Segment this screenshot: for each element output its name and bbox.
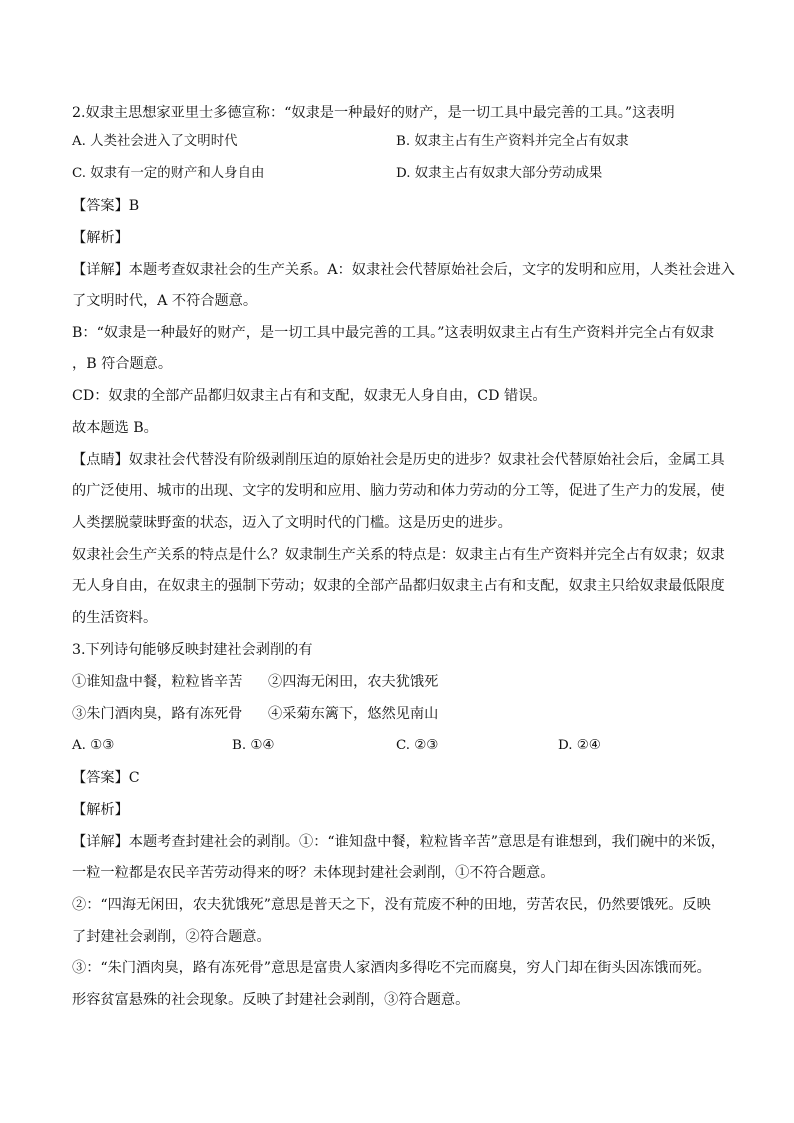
q3-option-a: A. ①③ — [72, 738, 115, 753]
q2-detail-line: 故本题选 B。 — [72, 420, 158, 436]
q3-poem-2: ②四海无闲田，农夫犹饿死 — [268, 674, 439, 690]
q3-option-b: B. ①④ — [232, 738, 275, 753]
q2-comment-line: 【点睛】奴隶社会代替没有阶级剥削压迫的原始社会是历史的进步？奴隶社会代替原始社会后，金属工具 — [72, 452, 725, 468]
q3-detail-line: 【详解】本题考查封建社会的剥削。①：“谁知盘中餐，粒粒皆辛苦”意思是有谁想到，我们碗中的米饭， — [72, 834, 725, 850]
q2-comment-line: 奴隶社会生产关系的特点是什么？奴隶制生产关系的特点是：奴隶主占有生产资料并完全占有奴隶；奴隶 — [72, 547, 725, 563]
q3-analysis-label: 【解析】 — [72, 802, 129, 818]
q3-detail-line: 了封建社会剥削，②符合题意。 — [72, 929, 271, 945]
q2-option-b: B. 奴隶主占有生产资料并完全占有奴隶 — [396, 134, 629, 149]
q2-comment-line: 的生活资料。 — [72, 610, 158, 626]
q2-comment-line: 无人身自由，在奴隶主的强制下劳动；奴隶的全部产品都归奴隶主占有和支配，奴隶主只给奴隶最低限度 — [72, 578, 725, 594]
q3-detail-line: ②：“四海无闲田，农夫犹饿死”意思是普天之下，没有荒废不种的田地，劳苦农民，仍然要饿死。反映 — [72, 897, 711, 913]
q2-stem: 2.奴隶主思想家亚里士多德宣称：“奴隶是一种最好的财产，是一切工具中最完善的工具。”这表明 — [72, 105, 675, 121]
q2-detail-line: B：“奴隶是一种最好的财产，是一切工具中最完善的工具。”这表明奴隶主占有生产资料并完全占有奴隶 — [72, 325, 715, 341]
q2-comment-line: 的广泛使用、城市的出现、文字的发明和应用、脑力劳动和体力劳动的分工等，促进了生产力的发展，使 — [72, 483, 725, 499]
q3-detail-line: 一粒一粒都是农民辛苦劳动得来的呀？未体现封建社会剥削，①不符合题意。 — [72, 865, 555, 881]
q3-answer: 【答案】C — [72, 770, 140, 786]
q2-answer: 【答案】B — [72, 198, 140, 214]
q3-option-d: D. ②④ — [558, 738, 601, 753]
q3-poem-1: ①谁知盘中餐，粒粒皆辛苦 — [72, 674, 243, 690]
q2-option-d: D. 奴隶主占有奴隶大部分劳动成果 — [396, 166, 603, 181]
q3-poem-3: ③朱门酒肉臭，路有冻死骨 — [72, 706, 243, 722]
q2-option-c: C. 奴隶有一定的财产和人身自由 — [72, 166, 265, 181]
q2-analysis-label: 【解析】 — [72, 230, 129, 246]
q2-detail-line: 了文明时代，A 不符合题意。 — [72, 293, 258, 309]
q3-option-c: C. ②③ — [396, 738, 439, 753]
q2-detail-line: CD：奴隶的全部产品都归奴隶主占有和支配，奴隶无人身自由，CD 错误。 — [72, 388, 547, 404]
q2-option-a: A. 人类社会进入了文明时代 — [72, 134, 238, 149]
q3-poem-4: ④采菊东篱下，悠然见南山 — [268, 706, 439, 722]
q3-stem: 3.下列诗句能够反映封建社会剥削的有 — [72, 642, 313, 658]
q3-detail-line: 形容贫富悬殊的社会现象。反映了封建社会剥削，③符合题意。 — [72, 992, 470, 1008]
q3-detail-line: ③：“朱门酒肉臭，路有冻死骨”意思是富贵人家酒肉多得吃不完而腐臭，穷人门却在街头因冻饿而死。 — [72, 960, 711, 976]
q2-detail-line: 【详解】本题考查奴隶社会的生产关系。A：奴隶社会代替原始社会后，文字的发明和应用，人类社会进入 — [72, 262, 735, 278]
q2-detail-line: ，B 符合题意。 — [72, 356, 173, 372]
q2-comment-line: 人类摆脱蒙昧野蛮的状态，迈入了文明时代的门槛。这是历史的进步。 — [72, 515, 512, 531]
